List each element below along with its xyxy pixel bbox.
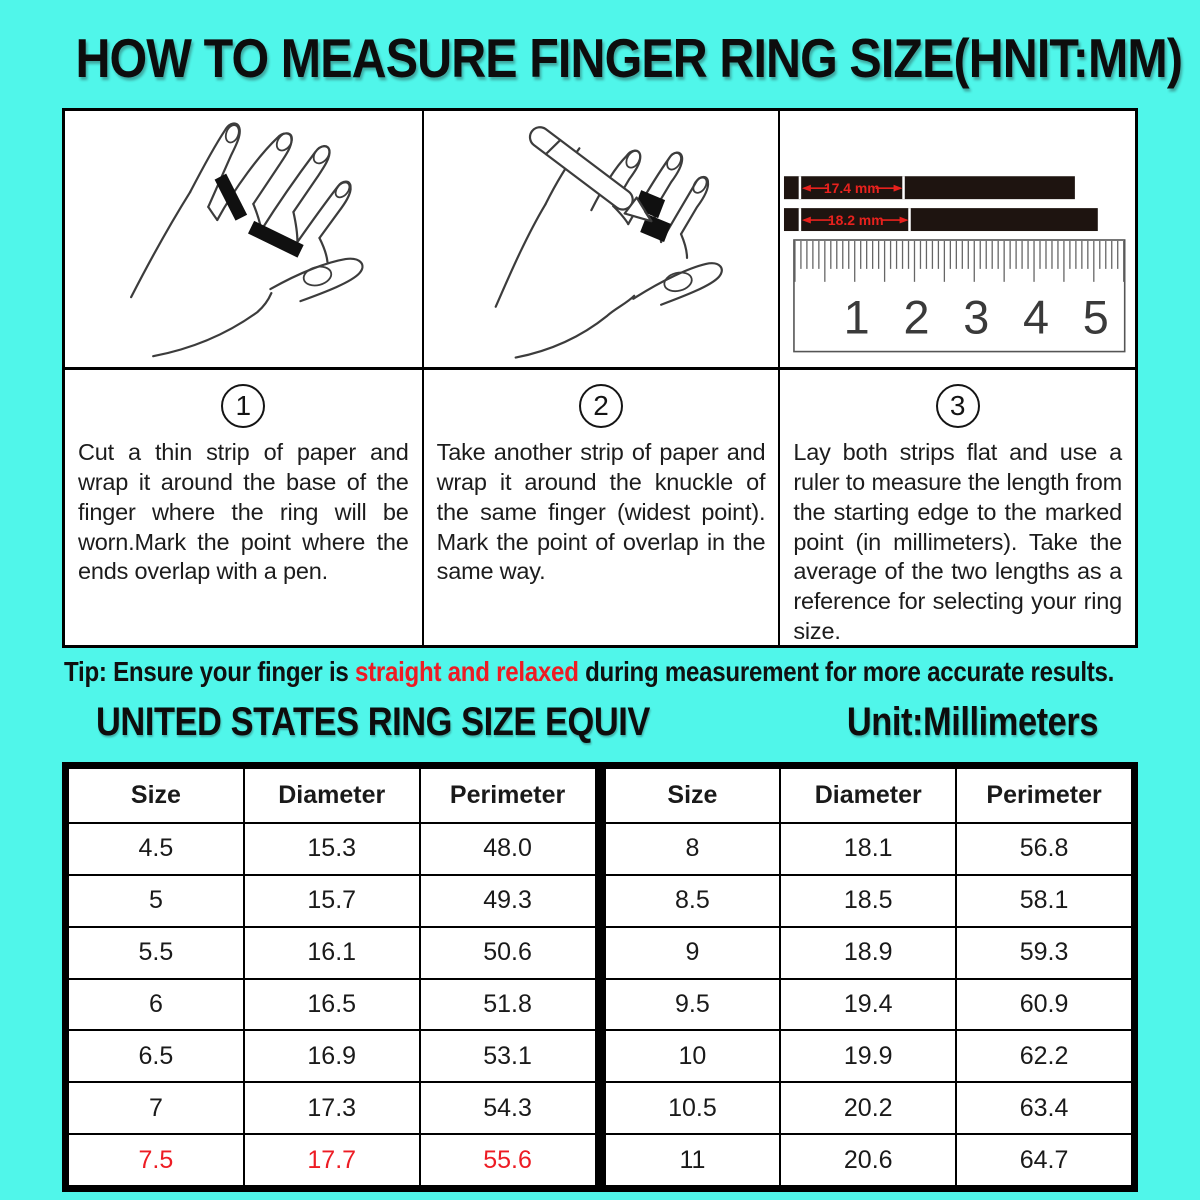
step3-cell — [778, 367, 1135, 645]
table-cell: 19.4 — [780, 979, 956, 1031]
svg-text:1: 1 — [844, 291, 871, 344]
table-cell: 6 — [68, 979, 244, 1031]
strip2-measurement-label: 18.2 mm — [828, 212, 884, 229]
table-row — [605, 823, 1133, 875]
table-header-row — [605, 768, 1133, 823]
step1-cell — [65, 367, 422, 645]
table-cell: 55.6 — [420, 1134, 596, 1186]
column-header: Perimeter — [420, 768, 596, 823]
ring-size-table-right — [604, 767, 1134, 1187]
column-header: Diameter — [780, 768, 956, 823]
table-cell: 10 — [605, 1030, 781, 1082]
table-cell: 53.1 — [420, 1030, 596, 1082]
table-cell: 7 — [68, 1082, 244, 1134]
table-cell: 15.3 — [244, 823, 420, 875]
table-cell: 16.1 — [244, 927, 420, 979]
table-cell: 64.7 — [956, 1134, 1132, 1186]
table-cell: 5.5 — [68, 927, 244, 979]
table-cell: 4.5 — [68, 823, 244, 875]
illustration-step1 — [65, 111, 422, 367]
table-cell: 16.5 — [244, 979, 420, 1031]
hand-with-paper-strips-illustration — [65, 111, 422, 367]
ring-size-table-left — [67, 767, 597, 1187]
table-cell: 8 — [605, 823, 781, 875]
table-cell: 51.8 — [420, 979, 596, 1031]
table-row — [68, 1082, 596, 1134]
table-cell: 9.5 — [605, 979, 781, 1031]
table-cell: 50.6 — [420, 927, 596, 979]
step2-cell — [422, 367, 779, 645]
unit-label: Unit:Millimeters — [846, 700, 1098, 744]
step1-text: Cut a thin strip of paper and wrap it around the base of the finger where the ring will be worn.Mark the point where the ends overlap with a pen. — [78, 439, 409, 585]
table-row — [68, 823, 596, 875]
tip-highlight: straight and relaxed — [354, 656, 579, 687]
table-cell: 63.4 — [956, 1082, 1132, 1134]
step1-number-badge: 1 — [221, 384, 265, 428]
instruction-grid — [62, 108, 1138, 648]
table-center-divider — [597, 767, 604, 1187]
table-cell: 7.5 — [68, 1134, 244, 1186]
table-cell: 20.6 — [780, 1134, 956, 1186]
table-cell: 9 — [605, 927, 781, 979]
table-row — [605, 875, 1133, 927]
table-row — [605, 1082, 1133, 1134]
tip-line — [64, 656, 1200, 688]
tip-prefix: Tip: Ensure your finger is — [64, 656, 355, 687]
table-cell: 54.3 — [420, 1082, 596, 1134]
table-cell: 5 — [68, 875, 244, 927]
table-cell: 8.5 — [605, 875, 781, 927]
table-cell: 56.8 — [956, 823, 1132, 875]
table-cell: 18.1 — [780, 823, 956, 875]
step2-number-badge: 2 — [579, 384, 623, 428]
table-header-row — [68, 768, 596, 823]
table-cell: 18.5 — [780, 875, 956, 927]
step3-text: Lay both strips flat and use a ruler to measure the length from the starting edge to the marked point (in millimeters). Take the average of the two lengths as a reference for selecting your ring size. — [793, 439, 1122, 645]
table-row — [68, 1134, 596, 1186]
column-header: Diameter — [244, 768, 420, 823]
table-cell: 11 — [605, 1134, 781, 1186]
table-row — [605, 927, 1133, 979]
table-cell: 18.9 — [780, 927, 956, 979]
table-cell: 48.0 — [420, 823, 596, 875]
table-row — [68, 927, 596, 979]
table-row — [68, 875, 596, 927]
table-title: UNITED STATES RING SIZE EQUIV — [96, 700, 650, 744]
column-header: Perimeter — [956, 768, 1132, 823]
hand-with-pen-illustration — [424, 111, 779, 367]
table-cell: 6.5 — [68, 1030, 244, 1082]
column-header: Size — [605, 768, 781, 823]
table-cell: 59.3 — [956, 927, 1132, 979]
table-cell: 20.2 — [780, 1082, 956, 1134]
table-cell: 16.9 — [244, 1030, 420, 1082]
table-cell: 17.7 — [244, 1134, 420, 1186]
table-cell: 19.9 — [780, 1030, 956, 1082]
illustration-step2 — [422, 111, 779, 367]
page-title — [0, 26, 1200, 90]
table-row — [605, 1134, 1133, 1186]
page-title-text: HOW TO MEASURE FINGER RING SIZE(HNIT:MM) — [75, 27, 1183, 89]
table-cell: 60.9 — [956, 979, 1132, 1031]
strip1-measurement-label: 17.4 mm — [824, 180, 880, 197]
column-header: Size — [68, 768, 244, 823]
strips-and-ruler-illustration — [780, 111, 1135, 367]
table-cell: 15.7 — [244, 875, 420, 927]
illustration-step3 — [778, 111, 1135, 367]
table-row — [68, 1030, 596, 1082]
step3-number-badge: 3 — [936, 384, 980, 428]
svg-text:3: 3 — [963, 291, 990, 344]
svg-text:5: 5 — [1083, 291, 1110, 344]
step2-text: Take another strip of paper and wrap it around the knuckle of the same finger (widest point). Mark the point of overlap in the same way. — [436, 439, 766, 585]
table-cell: 49.3 — [420, 875, 596, 927]
table-row — [605, 979, 1133, 1031]
svg-text:4: 4 — [1023, 291, 1050, 344]
table-cell: 62.2 — [956, 1030, 1132, 1082]
pen — [526, 123, 657, 229]
table-cell: 17.3 — [244, 1082, 420, 1134]
tip-suffix: during measurement for more accurate results. — [578, 656, 1115, 687]
svg-text:2: 2 — [903, 291, 930, 344]
table-row — [68, 979, 596, 1031]
table-cell: 10.5 — [605, 1082, 781, 1134]
table-row — [605, 1030, 1133, 1082]
ring-size-tables — [62, 762, 1138, 1192]
table-cell: 58.1 — [956, 875, 1132, 927]
